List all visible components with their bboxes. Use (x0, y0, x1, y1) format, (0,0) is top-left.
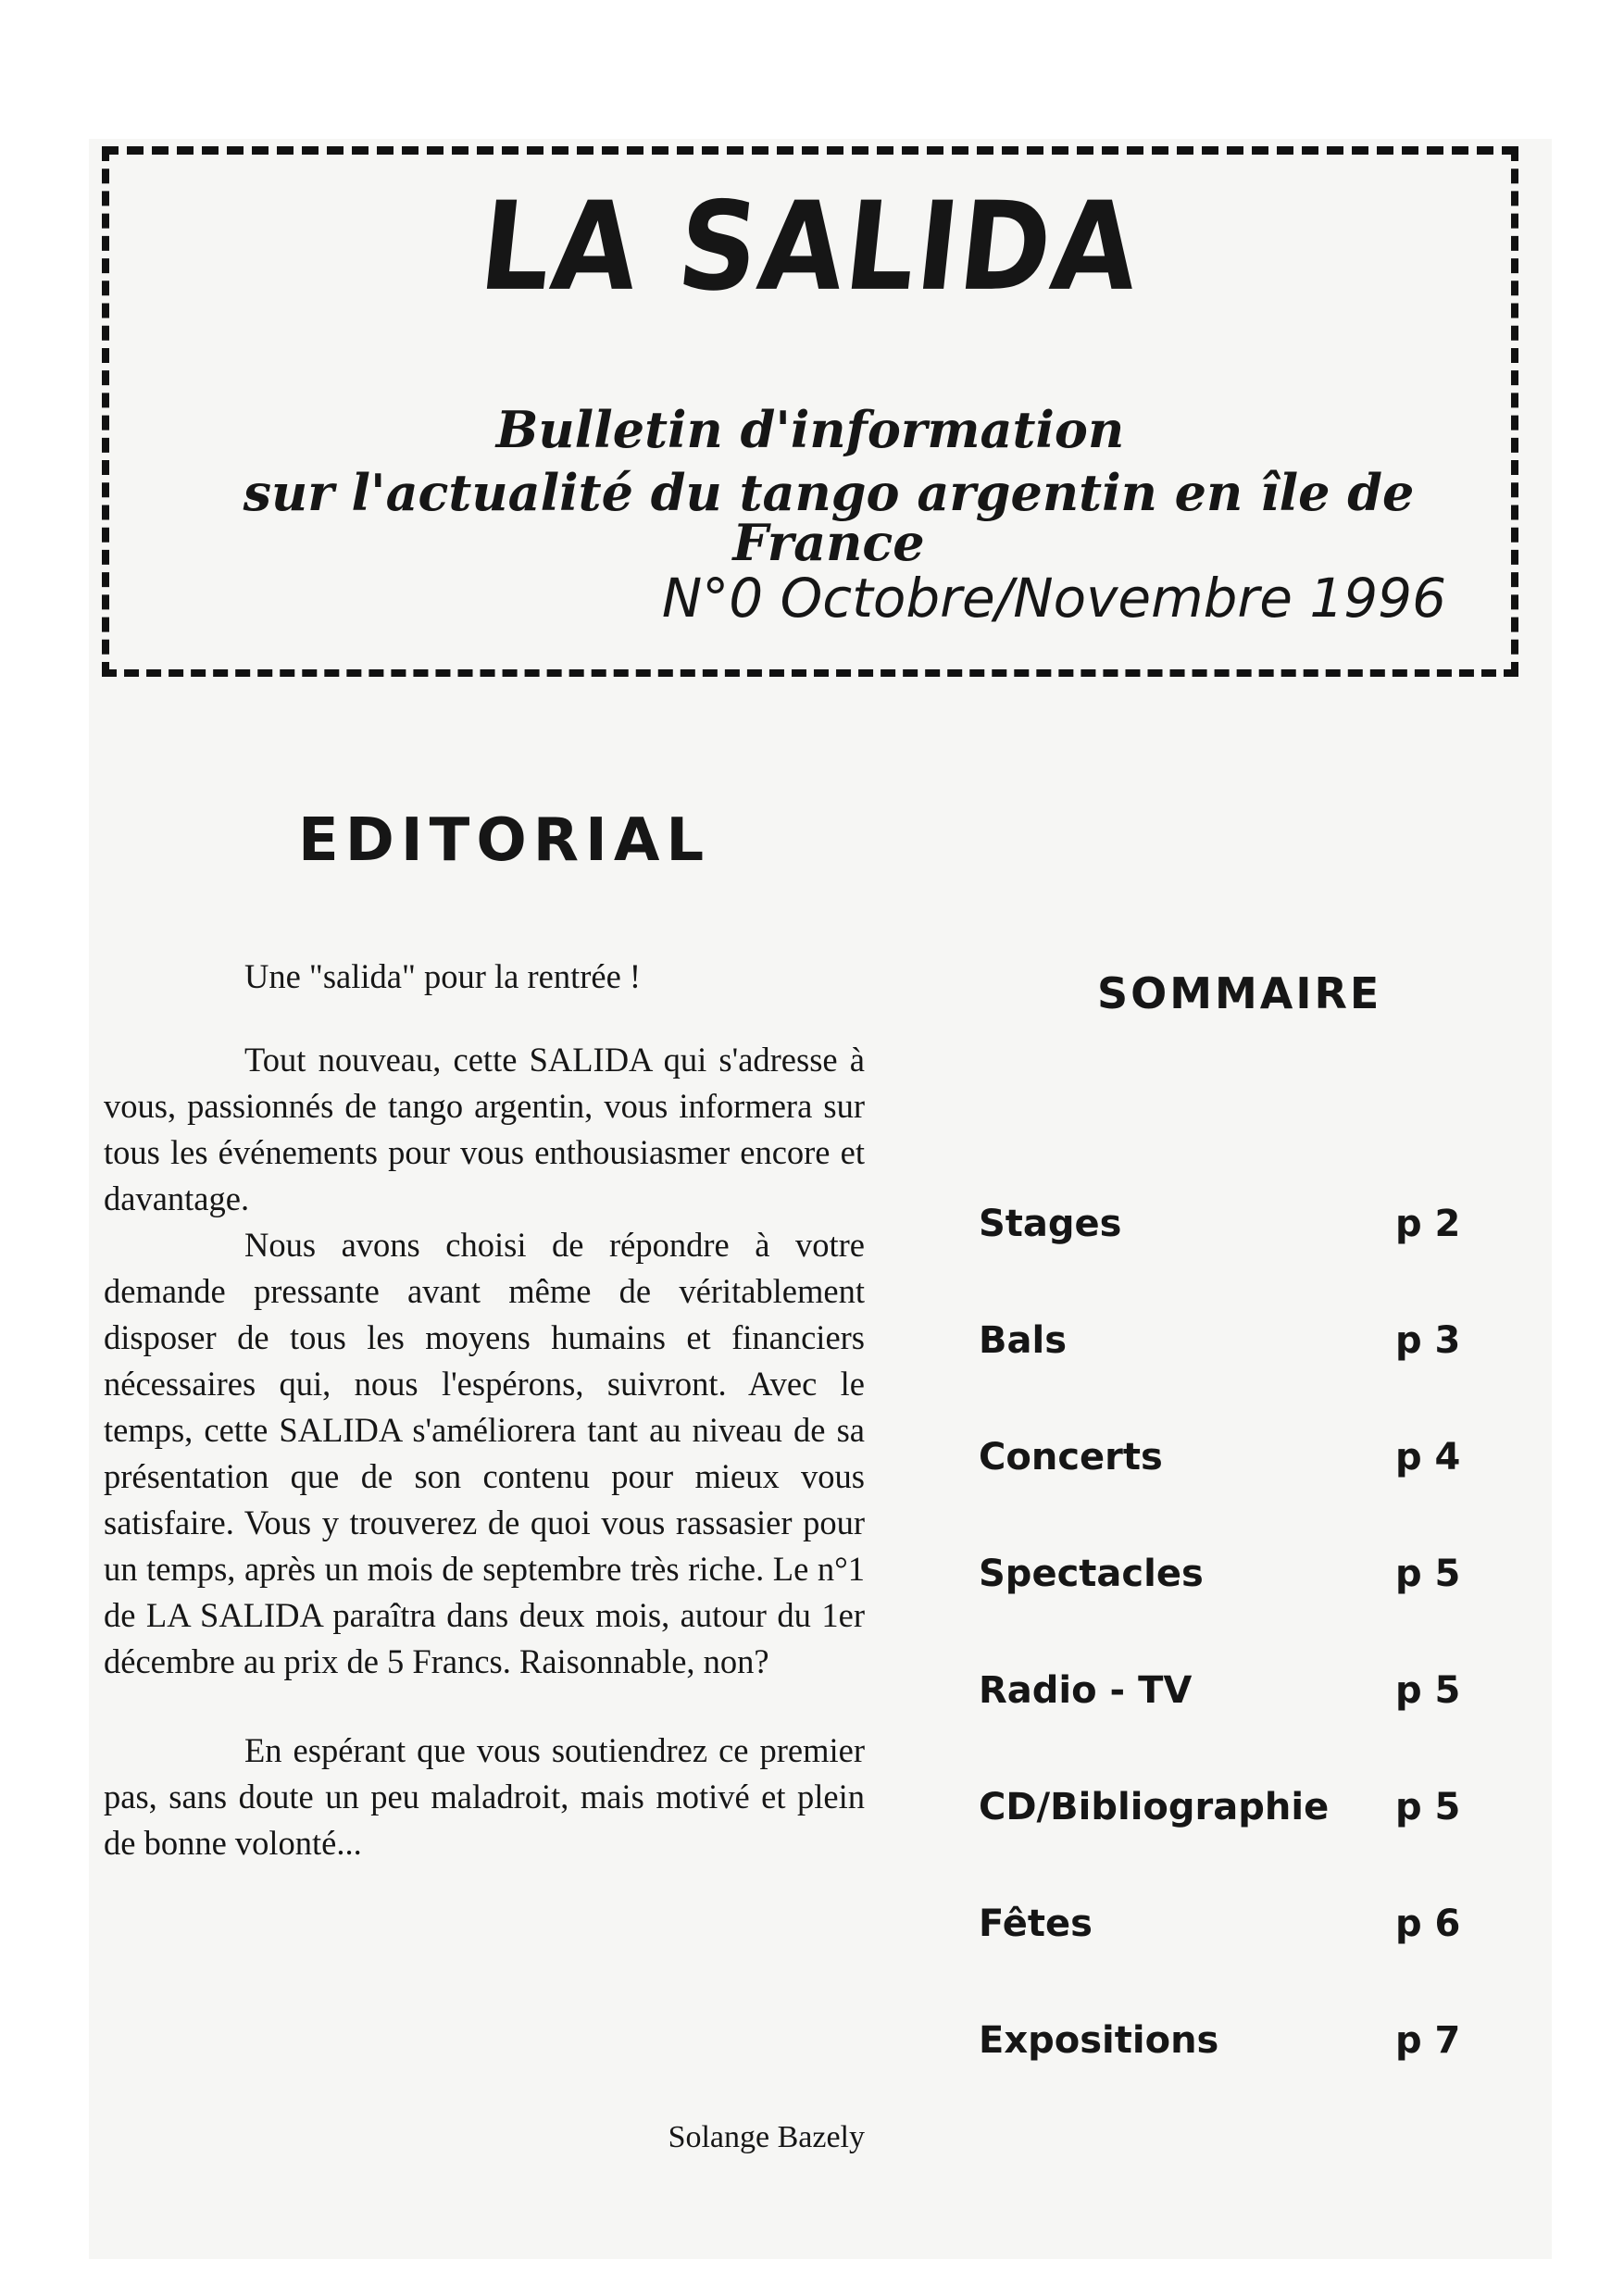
sommaire-heading: SOMMAIRE (1097, 968, 1382, 1018)
toc-label: Concerts (979, 1436, 1163, 1479)
toc-item-stages (979, 1205, 1469, 1322)
subtitle-line-1: Bulletin d'information (495, 400, 1125, 459)
editorial-paragraph-4: En espérant que vous soutiendrez ce premier pas, sans doute un peu maladroit, mais motivé et plein de bonne volonté... (104, 1731, 865, 1862)
toc-page: p 5 (1395, 1786, 1461, 1828)
toc-item-concerts (979, 1436, 1469, 1555)
editorial-body (104, 954, 865, 1866)
toc-label: Expositions (979, 2019, 1219, 2062)
toc-item-fetes (979, 1905, 1469, 2022)
toc-page: p 6 (1395, 1903, 1461, 1945)
issue-date: N°0 Octobre/Novembre 1996 (661, 567, 1446, 630)
toc-item-radio-tv (979, 1669, 1469, 1789)
toc-label: Bals (979, 1319, 1067, 1362)
editorial-paragraph-3: Nous avons choisi de répondre à votre demande pressante avant même de véritablement disposer de tous les moyens humains et financiers nécessaires qui, nous l'espérons, suivront. Avec le temps, cette SALIDA s'améliorera tant au niveau de sa présentation que de son contenu pour mieux vous satisfaire. Vous y trouverez de quoi vous rassasier pour un temps, après un mois de septembre très riche. Le n°1 de LA SALIDA paraîtra dans deux mois, autour du 1er décembre au prix de 5 Francs. Raisonnable, non? (104, 1226, 865, 1680)
editorial-heading: EDITORIAL (298, 806, 711, 875)
toc-label: Radio - TV (979, 1669, 1193, 1712)
toc-page: p 5 (1395, 1553, 1461, 1595)
toc-label: Spectacles (979, 1553, 1204, 1595)
editorial-signature: Solange Bazely (668, 2120, 865, 2154)
toc-label: Stages (979, 1203, 1122, 1245)
toc-item-bals (979, 1319, 1469, 1439)
toc-page: p 7 (1395, 2019, 1461, 2062)
editorial-paragraph-2: Tout nouveau, cette SALIDA qui s'adresse à vous, passionnés de tango argentin, vous informera sur tous les événements pour vous enthousiasmer encore et davantage. (104, 1041, 865, 1217)
toc-item-cd-bibliographie (979, 1786, 1469, 1905)
masthead-dashed-box (102, 146, 1518, 677)
toc-item-expositions (979, 2019, 1469, 2139)
editorial-paragraph-1: Une "salida" pour la rentrée ! (244, 957, 642, 995)
toc-page: p 2 (1395, 1203, 1461, 1245)
table-of-contents (979, 1205, 1469, 2139)
toc-page: p 5 (1395, 1669, 1461, 1712)
toc-page: p 4 (1395, 1436, 1461, 1479)
toc-label: CD/Bibliographie (979, 1786, 1330, 1828)
toc-page: p 3 (1395, 1319, 1461, 1362)
toc-item-spectacles (979, 1555, 1469, 1672)
newsletter-title: LA SALIDA (473, 174, 1147, 318)
subtitle-line-2: sur l'actualité du tango argentin en île de France (243, 463, 1415, 572)
toc-label: Fêtes (979, 1903, 1093, 1945)
